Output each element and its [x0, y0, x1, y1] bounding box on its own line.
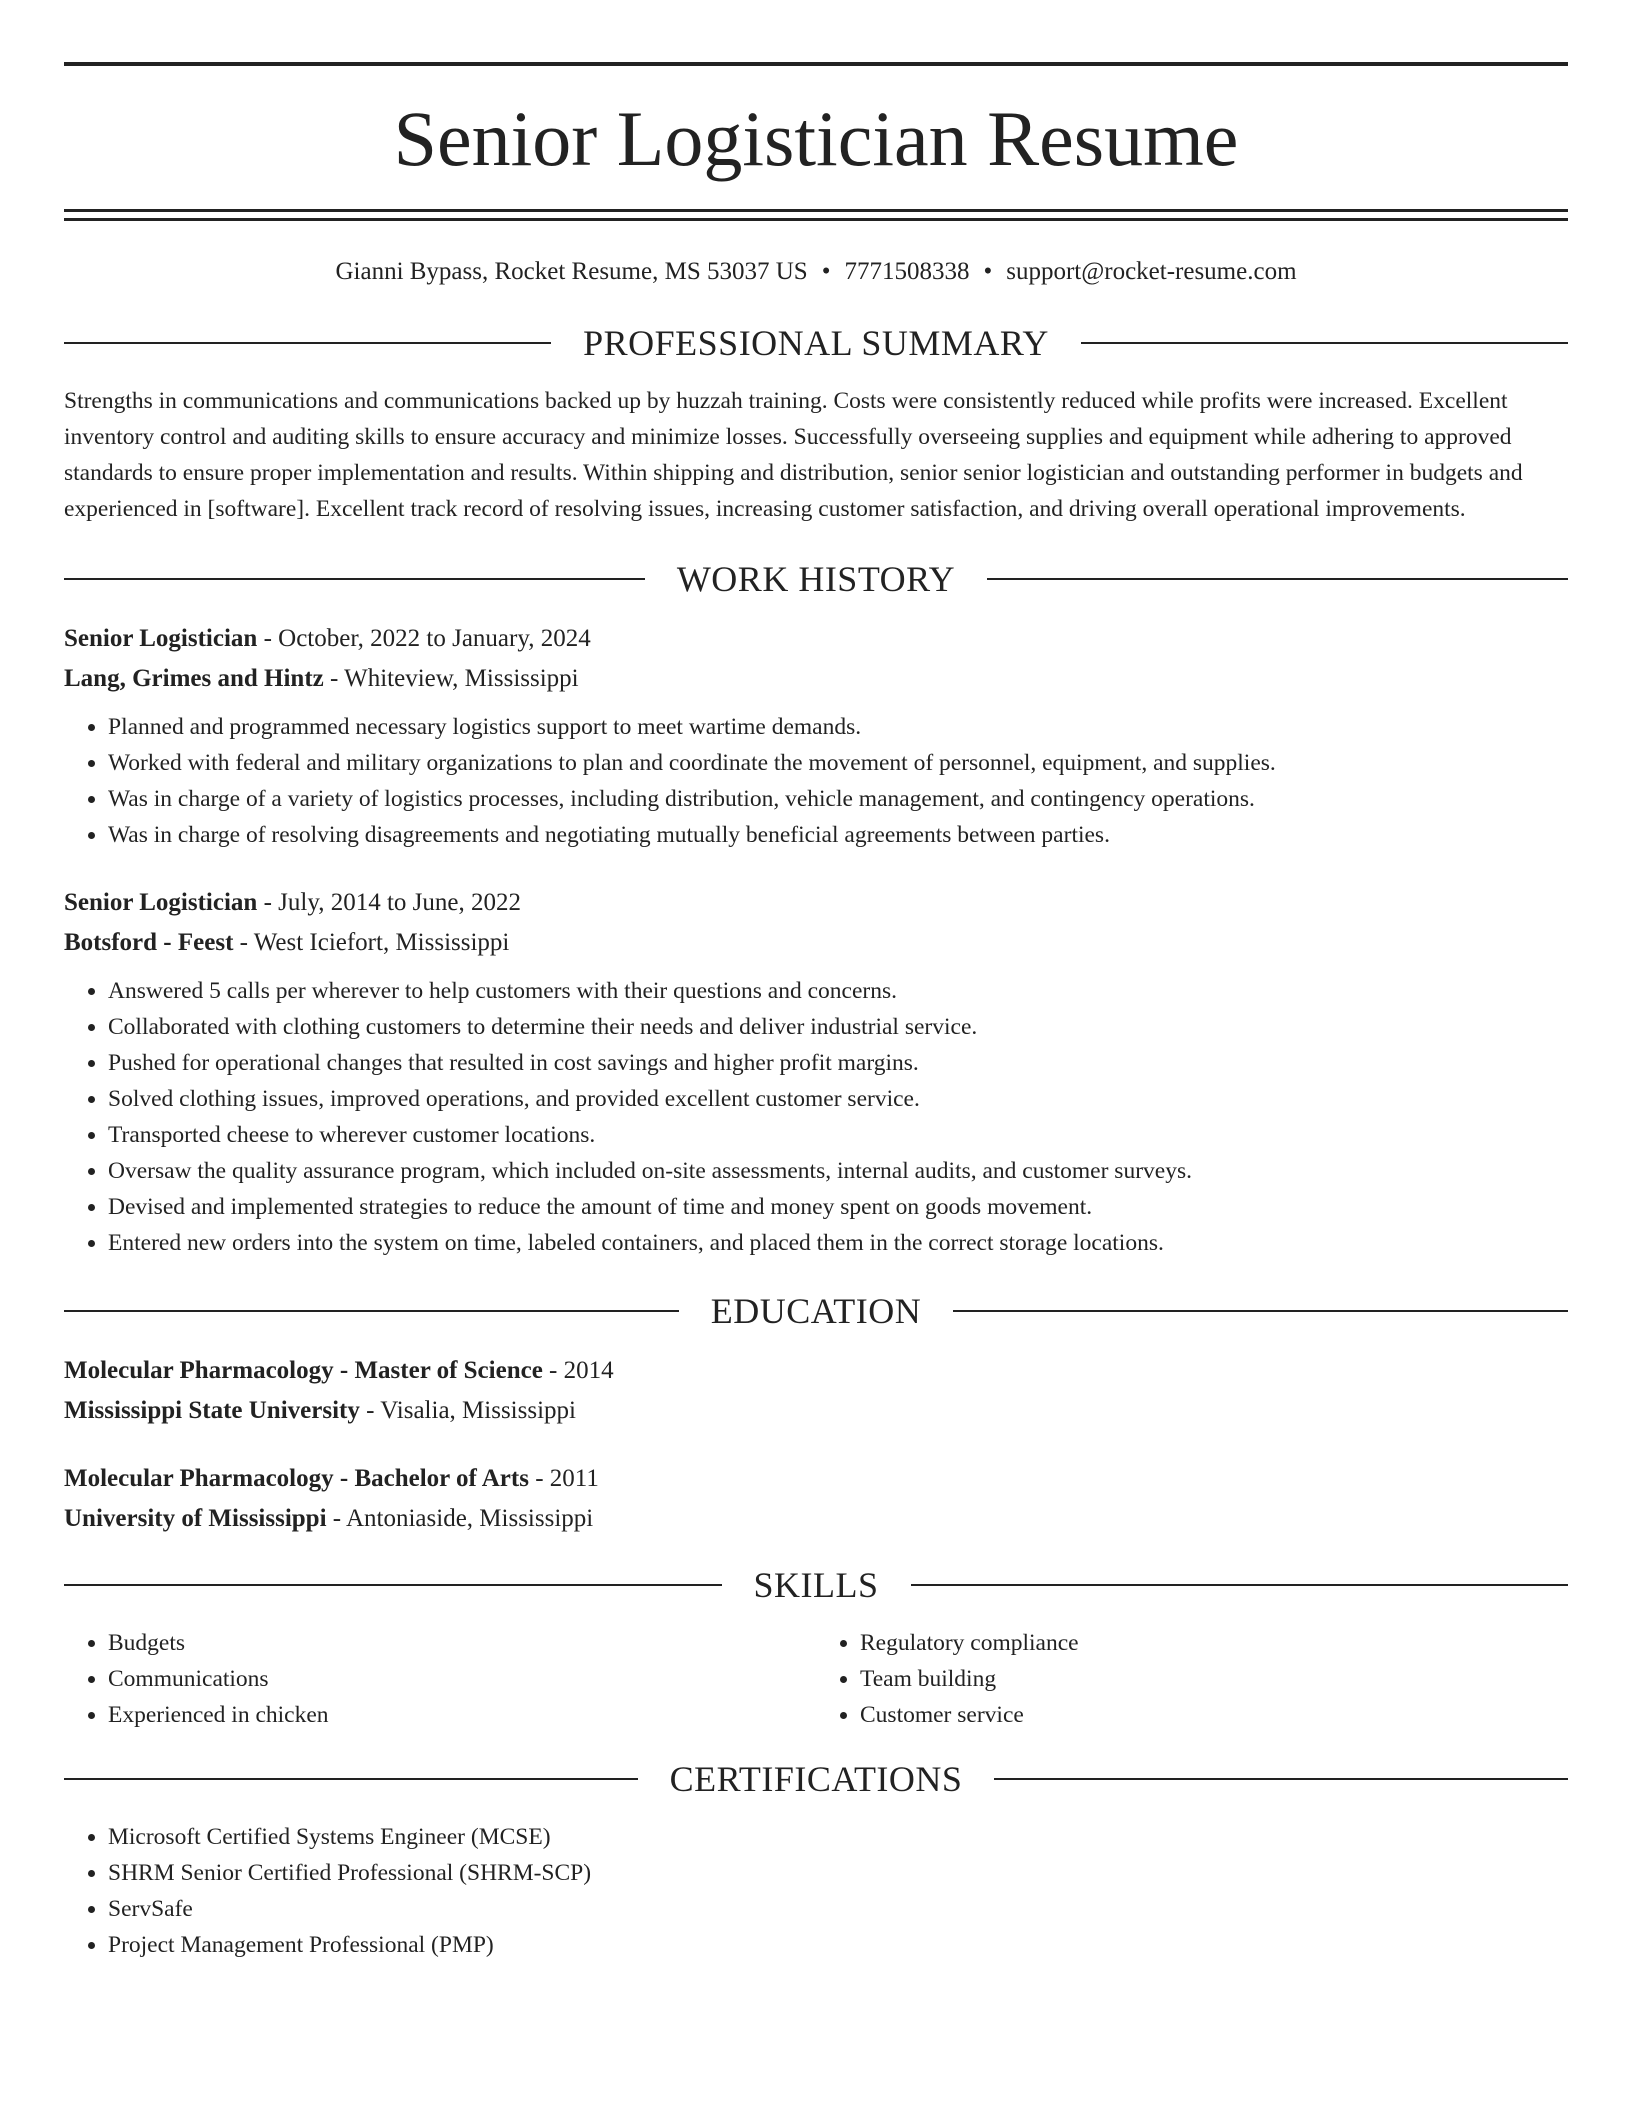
header-rule-left — [64, 1584, 722, 1586]
job-bullets — [64, 709, 1568, 853]
job-dates: - July, 2014 to June, 2022 — [257, 889, 521, 916]
section-header-work — [64, 561, 1568, 597]
section-title-education: EDUCATION — [710, 1291, 922, 1331]
title-double-rule — [64, 209, 1568, 221]
list-item: • Transported cheese to wherever customer locations. — [108, 1117, 1568, 1153]
section-title-summary: PROFESSIONAL SUMMARY — [583, 323, 1049, 363]
list-item: • Worked with federal and military organizations to plan and coordinate the movement of personnel, equipment, and supplies. — [108, 745, 1568, 781]
degree-line — [64, 1351, 1568, 1391]
job-company: Botsford - Feest — [64, 929, 234, 956]
list-item: • Was in charge of resolving disagreements and negotiating mutually beneficial agreements between parties. — [108, 817, 1568, 853]
skill-item: • Regulatory compliance — [860, 1625, 1568, 1661]
resume-page — [64, 0, 1568, 1963]
list-item: • Collaborated with clothing customers to determine their needs and deliver industrial service. — [108, 1009, 1568, 1045]
section-title-certifications: CERTIFICATIONS — [669, 1759, 963, 1799]
skills-list-right — [816, 1625, 1568, 1733]
contact-separator: • — [821, 258, 831, 285]
school-location: - Visalia, Mississippi — [359, 1397, 576, 1424]
job-dates: - October, 2022 to January, 2024 — [257, 625, 591, 652]
section-header-skills — [64, 1567, 1568, 1603]
job-company: Lang, Grimes and Hintz — [64, 665, 324, 692]
list-item: • Entered new orders into the system on time, labeled containers, and placed them in the correct storage locations. — [108, 1225, 1568, 1261]
job-title: Senior Logistician — [64, 625, 258, 652]
contact-email: support@rocket-resume.com — [1006, 258, 1297, 285]
job-title-line — [64, 883, 1568, 923]
education-entry — [64, 1459, 1568, 1539]
section-title-work: WORK HISTORY — [676, 559, 956, 599]
skills-list-left — [64, 1625, 816, 1733]
education-entry — [64, 1351, 1568, 1431]
summary-paragraph: Strengths in communications and communications backed up by huzzah training. Costs were consistently reduced while profits were increased. Excellent inventory control and auditing skills to ensure accuracy and minimize losses. Successfully overseeing supplies and equipment while adhering to approved standards to ensure proper implementation and results. Within shipping and distribution, senior senior logistician and outstanding performer in budgets and experienced in [software]. Excellent track record of resolving issues, increasing customer satisfaction, and driving overall operational improvements. — [64, 388, 1523, 522]
degree-year: - 2014 — [542, 1357, 614, 1384]
header-rule-right — [911, 1584, 1569, 1586]
header-rule-right — [994, 1778, 1568, 1780]
resume-title: Senior Logistician Resume — [393, 95, 1239, 182]
job-entry — [64, 883, 1568, 1261]
section-header-certifications — [64, 1761, 1568, 1797]
certification-item: • ServSafe — [108, 1891, 1568, 1927]
list-item: • Was in charge of a variety of logistics processes, including distribution, vehicle management, and contingency operations. — [108, 781, 1568, 817]
header-rule-left — [64, 1778, 638, 1780]
job-company-line — [64, 659, 1568, 699]
list-item: • Solved clothing issues, improved operations, and provided excellent customer service. — [108, 1081, 1568, 1117]
job-company-line — [64, 923, 1568, 963]
skill-item: • Communications — [108, 1661, 816, 1697]
section-header-summary — [64, 325, 1568, 361]
section-title-skills: SKILLS — [753, 1565, 879, 1605]
header-rule-left — [64, 342, 551, 344]
certifications-list — [64, 1819, 1568, 1963]
list-item: • Devised and implemented strategies to reduce the amount of time and money spent on goods movement. — [108, 1189, 1568, 1225]
degree-year: - 2011 — [528, 1465, 599, 1492]
job-location: - Whiteview, Mississippi — [323, 665, 579, 692]
certification-item: • Project Management Professional (PMP) — [108, 1927, 1568, 1963]
degree: Molecular Pharmacology - Master of Science — [64, 1357, 543, 1384]
school: University of Mississippi — [64, 1505, 327, 1532]
degree: Molecular Pharmacology - Bachelor of Arts — [64, 1465, 529, 1492]
skill-item: • Experienced in chicken — [108, 1697, 816, 1733]
section-header-education — [64, 1293, 1568, 1329]
header-rule-left — [64, 1310, 679, 1312]
header-rule-right — [953, 1310, 1568, 1312]
header-rule-right — [987, 578, 1568, 580]
certification-item: • SHRM Senior Certified Professional (SHRM-SCP) — [108, 1855, 1568, 1891]
skill-item: • Customer service — [860, 1697, 1568, 1733]
skill-item: • Budgets — [108, 1625, 816, 1661]
contact-separator: • — [983, 258, 993, 285]
school-line — [64, 1499, 1568, 1539]
header-rule-right — [1081, 342, 1568, 344]
school-location: - Antoniaside, Mississippi — [326, 1505, 594, 1532]
school: Mississippi State University — [64, 1397, 360, 1424]
certification-item: • Microsoft Certified Systems Engineer (MCSE) — [108, 1819, 1568, 1855]
contact-phone: 7771508338 — [844, 258, 970, 285]
header-rule-left — [64, 578, 645, 580]
degree-line — [64, 1459, 1568, 1499]
list-item: • Oversaw the quality assurance program, which included on-site assessments, internal audits, and customer surveys. — [108, 1153, 1568, 1189]
job-bullets — [64, 973, 1568, 1261]
skill-item: • Team building — [860, 1661, 1568, 1697]
job-entry — [64, 619, 1568, 853]
list-item: • Answered 5 calls per wherever to help customers with their questions and concerns. — [108, 973, 1568, 1009]
list-item: • Planned and programmed necessary logistics support to meet wartime demands. — [108, 709, 1568, 745]
skills-grid — [64, 1625, 1568, 1733]
school-line — [64, 1391, 1568, 1431]
list-item: • Pushed for operational changes that resulted in cost savings and higher profit margins. — [108, 1045, 1568, 1081]
job-title: Senior Logistician — [64, 889, 258, 916]
job-title-line — [64, 619, 1568, 659]
job-location: - West Iciefort, Mississippi — [233, 929, 510, 956]
contact-line — [64, 257, 1568, 287]
contact-address: Gianni Bypass, Rocket Resume, MS 53037 US — [335, 258, 808, 285]
